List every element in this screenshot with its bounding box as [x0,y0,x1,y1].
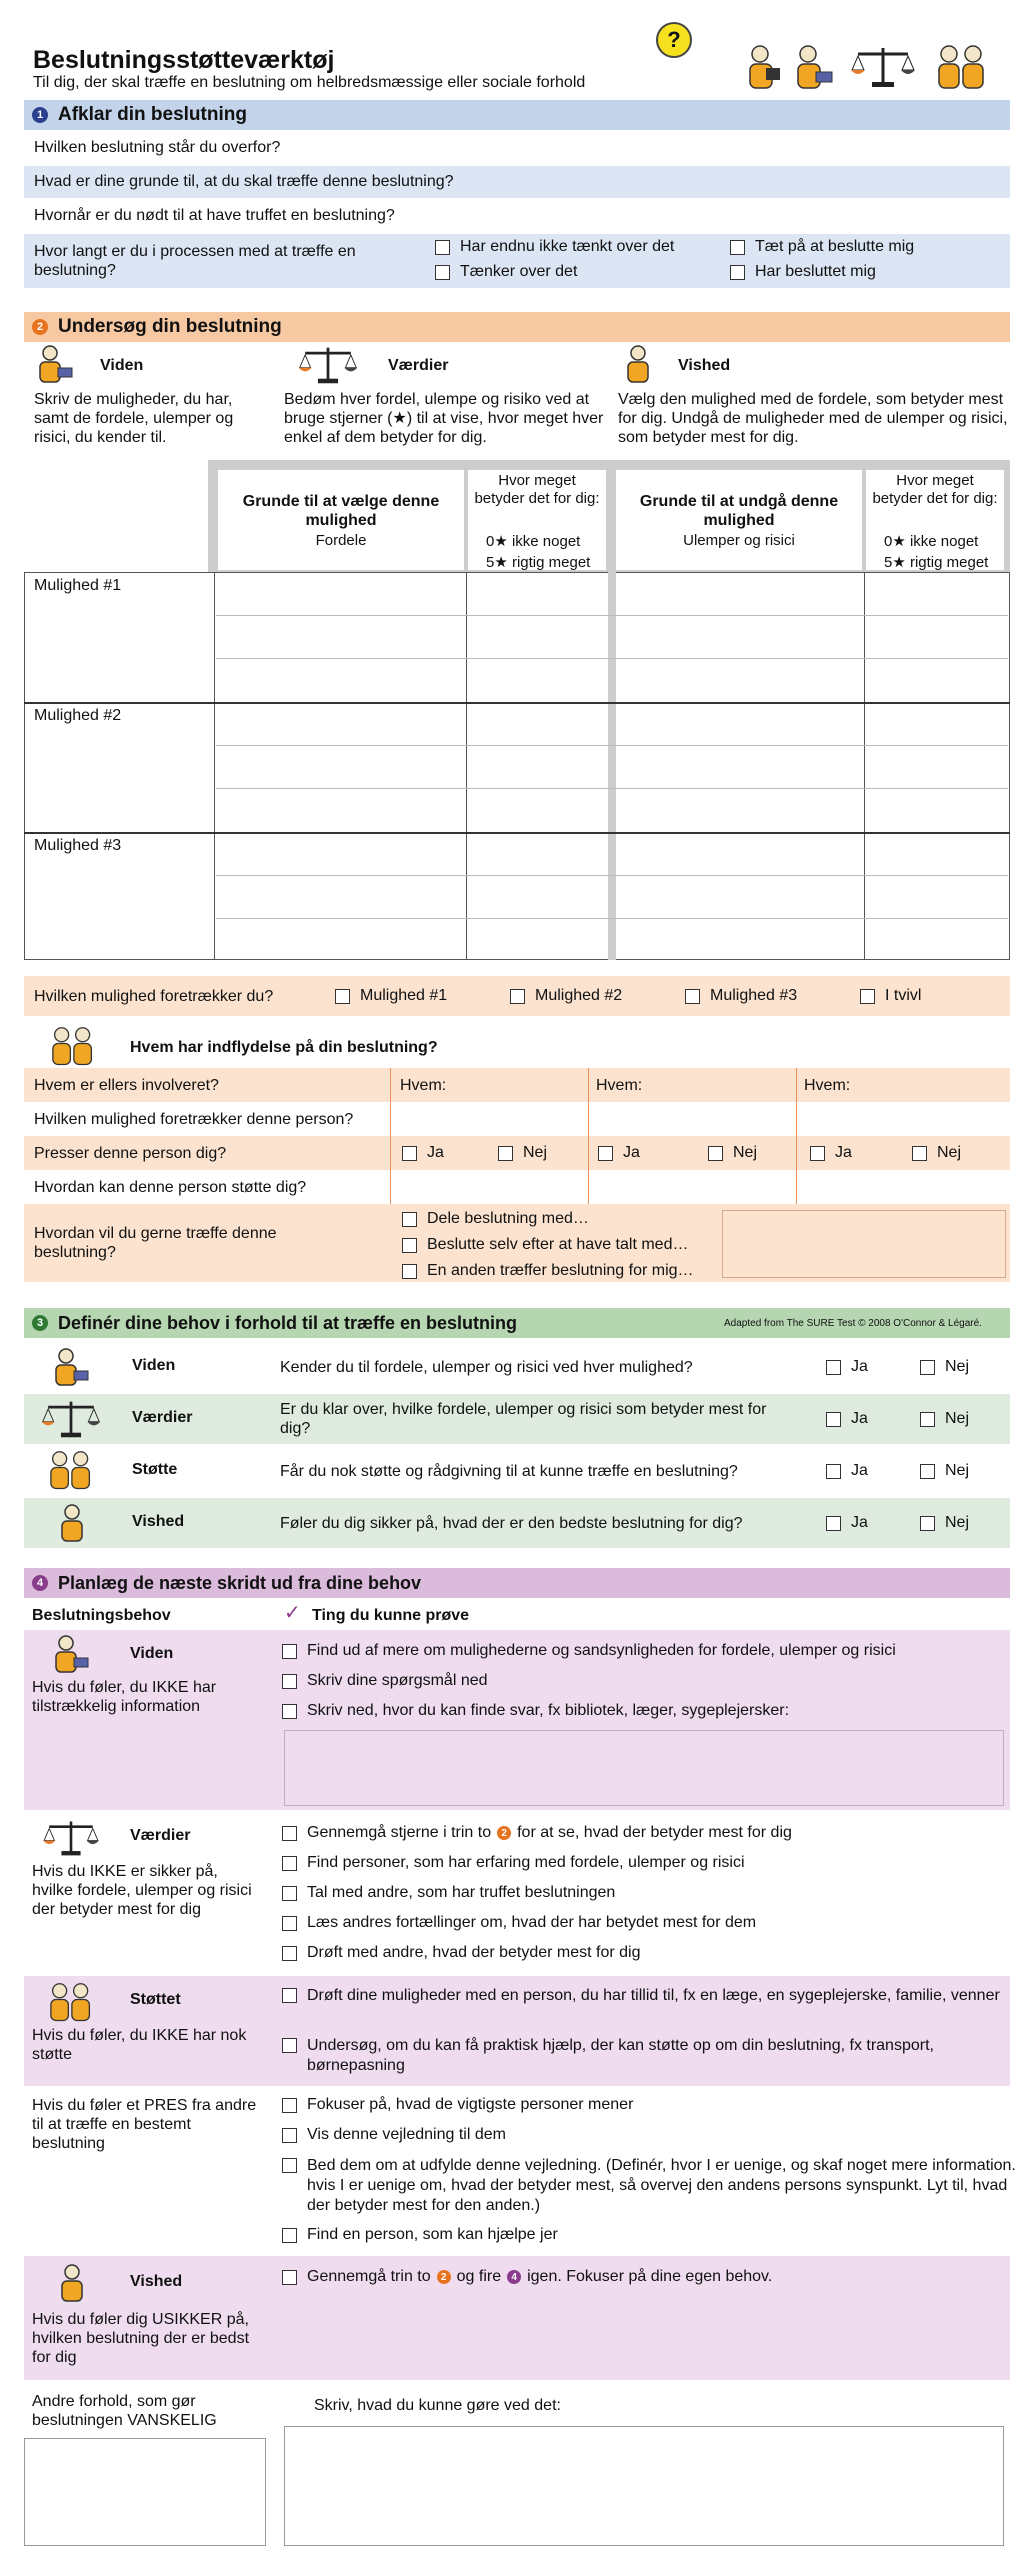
s4-pres-text: Hvis du føler et PRES fra andre til at træffe en bestemt beslutning [32,2097,257,2152]
col3-title: Grunde til at undgå denne mulighed [639,493,839,529]
s1-q2-row[interactable] [24,166,1010,198]
andre-notes-box[interactable] [24,2438,266,2546]
s1-q1-label: Hvilken beslutning står du overfor? [34,139,281,156]
hvem-2[interactable]: Hvem: [596,1077,643,1094]
checkbox[interactable] [435,265,450,280]
decide-share[interactable] [402,1210,589,1228]
s4-viden-title: Viden [130,1645,174,1662]
inf-q2: Hvilken mulighed foretrækker denne person? [34,1111,354,1128]
pres-nej-1[interactable] [498,1144,547,1162]
section-4-header [24,1568,1010,1598]
inf-q3: Presser denne person dig? [34,1145,227,1162]
person-thinking-icon [56,1502,90,1544]
step-4-badge: 4 [507,2270,521,2284]
table-body [24,572,1010,960]
table-gap-col [608,572,616,960]
option-label: Ja [835,1144,852,1161]
checkbox[interactable] [730,240,745,255]
s3-vaerdier-q: Er du klar over, hvilke fordele, ulemper og risici som betyder mest for dig? [280,1401,767,1437]
checkbox[interactable] [282,2270,297,2285]
option-label: Mulighed #2 [535,987,623,1004]
item-label: Læs andres fortællinger om, hvad der har betydet mest for dem [307,1914,757,1931]
option-not-thought[interactable] [435,238,674,256]
s4-col2-header: Ting du kunne prøve [312,1607,470,1624]
checkbox[interactable] [282,1886,297,1901]
checkbox[interactable] [282,1856,297,1871]
checkbox[interactable] [708,1146,723,1161]
stoette-item-2[interactable] [282,2036,1017,2076]
checkbox[interactable] [498,1146,513,1161]
two-people-icon [46,1026,100,1068]
item-label: Vis denne vejledning til dem [307,2126,506,2143]
checkbox[interactable] [920,1412,935,1427]
option-label: Ja [851,1358,868,1375]
decide-notes-box[interactable] [722,1210,1006,1278]
person-writing-icon [34,344,78,384]
pres-ja-1[interactable] [402,1144,444,1162]
checkbox[interactable] [920,1516,935,1531]
s3-stoette-ja[interactable] [826,1462,868,1480]
step-2-badge: 2 [437,2270,451,2284]
item-label: Undersøg, om du kan få praktisk hjælp, der kan støtte op om din beslutning, fx transport, børnepasning [307,2037,934,2074]
option-label: Tæt på at beslutte mig [755,238,915,255]
prefer-option-2[interactable] [510,987,622,1005]
option-label: Nej [945,1462,970,1479]
s3-vished-nej[interactable] [920,1514,969,1532]
checkbox[interactable] [810,1146,825,1161]
col1-title: Grunde til at vælge denne mulighed [242,493,440,529]
checkbox[interactable] [282,2038,297,2053]
prefer-option-3[interactable] [685,987,797,1005]
pres-item-3[interactable] [282,2156,1017,2216]
option-close-to-decide[interactable] [730,238,914,256]
s3-stoette-label: Støtte [132,1461,178,1478]
help-icon-glyph: ? [667,27,681,52]
option-label: Mulighed #3 [710,987,798,1004]
option-label: Tænker over det [460,263,578,280]
vaerdier-text: Bedøm hver fordel, ulempe og risiko ved at bruge stjerner (★) til at vise, hvor meget hver enkel af dem betyder for dig. [284,391,604,446]
option-label: Ja [851,1462,868,1479]
step-2-badge: 2 [32,319,48,335]
check-icon: ✓ [284,1602,301,1624]
checkbox[interactable] [912,1146,927,1161]
option-label: Beslutte selv efter at have talt med… [427,1236,689,1253]
item-label: Find ud af mere om mulighederne og sandsynligheden for fordele, ulemper og risici [307,1642,896,1659]
option-label: Nej [945,1410,970,1427]
item-label: for at se, hvad der betyder mest for dig [517,1824,792,1841]
checkbox[interactable] [860,989,875,1004]
checkbox[interactable] [282,1946,297,1961]
item-label: Find en person, som kan hjælpe jer [307,2226,558,2243]
inf-q5: Hvordan vil du gerne træffe denne beslutning? [34,1225,277,1261]
option-label: Nej [523,1144,548,1161]
vaerdier-item-5[interactable] [282,1944,640,1962]
row-divider [24,832,1010,834]
stoette-item-1[interactable] [282,1986,1007,2006]
checkbox[interactable] [920,1360,935,1375]
option-label: Ja [851,1410,868,1427]
pres-item-4[interactable] [282,2226,558,2244]
hvem-1[interactable]: Hvem: [400,1077,447,1094]
checkbox[interactable] [282,1826,297,1841]
row-divider [24,702,1010,704]
influence-title: Hvem har indflydelse på din beslutning? [130,1039,438,1056]
inf-q1: Hvem er ellers involveret? [34,1077,219,1094]
vaerdier-item-2[interactable] [282,1854,745,1872]
viden-title: Viden [100,357,144,374]
two-people-icon [46,1982,96,2024]
checkbox[interactable] [730,265,745,280]
s4-vished-text: Hvis du føler dig USIKKER på, hvilken beslutning der er bedst for dig [32,2311,250,2366]
scales-icon [296,344,360,386]
checkbox[interactable] [335,989,350,1004]
option-thinking[interactable] [435,263,577,281]
vaerdier-item-4[interactable] [282,1914,756,1932]
checkbox[interactable] [282,1916,297,1931]
checkbox[interactable] [402,1212,417,1227]
s1-q3-row[interactable] [24,200,1010,232]
s3-stoette-q: Får du nok støtte og rådgivning til at kunne træffe en beslutning? [280,1463,738,1480]
option-label: Har endnu ikke tænkt over det [460,238,675,255]
section-2-header [24,312,1010,342]
vished-text: Vælg den mulighed med de fordele, som betyder mest for dig. Undgå de muligheder med de ulemper og risici, som betyder mest for dig. [618,391,1008,446]
checkbox[interactable] [282,1644,297,1659]
item-label: Drøft dine muligheder med en person, du har tillid til, fx en læge, en sygeplejerske, familie, venner [307,1987,1000,2004]
step-1-badge: 1 [32,107,48,123]
prefer-option-1[interactable] [335,987,447,1005]
step-2-badge: 2 [497,1826,511,1840]
two-people-icon [935,44,989,92]
s3-vished-q: Føler du dig sikker på, hvad der er den bedste beslutning for dig? [280,1515,743,1532]
person-thinking-icon [622,344,656,384]
inf-q4: Hvordan kan denne person støtte dig? [34,1179,307,1196]
s4-stoette-title: Støttet [130,1991,181,2008]
s3-vished-ja[interactable] [826,1514,868,1532]
option-label: Ja [427,1144,444,1161]
option-label: Ja [851,1514,868,1531]
mulighed-1-label: Mulighed #1 [34,577,122,594]
inf-vline [588,1068,589,1204]
option-label: Nej [945,1514,970,1531]
pres-ja-3[interactable] [810,1144,852,1162]
section-3-title: Definér dine behov i forhold til at træffe en beslutning [58,1312,518,1333]
step-3-badge: 3 [32,1315,48,1331]
prefer-option-unsure[interactable] [860,987,921,1005]
s3-stoette-nej[interactable] [920,1462,969,1480]
checkbox[interactable] [282,1988,297,2003]
item-label: Skriv dine spørgsmål ned [307,1672,488,1689]
inf-vline [796,1068,797,1204]
s3-vaerdier-ja[interactable] [826,1410,868,1428]
two-people-icon [46,1450,96,1492]
option-label: En anden træffer beslutning for mig… [427,1262,694,1279]
option-label: Nej [945,1358,970,1375]
checkbox[interactable] [402,1264,417,1279]
page-title: Beslutningsstøtteværktøj [33,46,335,74]
item-label: Find personer, som har erfaring med fordele, ulemper og risici [307,1854,745,1871]
item-label: Bed dem om at udfylde denne vejledning. (Definér, hvor I er uenige, og skaf noget mere information. hvis I er uenige om, hvad der betyder mest, så overvej den andens persons synspunkt. Lyt til, hvad der betyder mest for den anden.) [307,2157,1016,2214]
person-writing-icon [50,1346,94,1388]
s4-write-text: Skriv, hvad du kunne gøre ved det: [314,2397,561,2414]
checkbox[interactable] [282,2228,297,2243]
option-label: I tvivl [885,987,922,1004]
s3-viden-q: Kender du til fordele, ulemper og risici ved hver mulighed? [280,1359,693,1376]
s4-vished-title: Vished [130,2273,183,2290]
col4-title: Hvor meget betyder det for dig: [872,472,998,507]
s4-vaerdier-text: Hvis du IKKE er sikker på, hvilke fordele, ulemper og risici der betyder mest for dig [32,1863,252,1918]
s1-q1-row[interactable] [24,132,1010,164]
checkbox[interactable] [282,2128,297,2143]
checkbox[interactable] [510,989,525,1004]
page-subtitle: Til dig, der skal træffe en beslutning om helbredsmæssige eller sociale forhold [33,74,586,91]
checkbox[interactable] [598,1146,613,1161]
scales-icon [850,44,916,90]
scale-0: 0★ ikke noget [884,533,979,550]
person-writing-icon [50,1634,94,1674]
checkbox[interactable] [282,2098,297,2113]
item-label: igen. Fokuser på dine egen behov. [527,2268,773,2285]
option-label: Ja [623,1144,640,1161]
checkbox[interactable] [282,1674,297,1689]
decide-other[interactable] [402,1262,694,1280]
vished-item-1[interactable] [282,2268,772,2286]
sure-credit: Adapted from The SURE Test © 2008 O'Connor & Légaré. [724,1318,982,1329]
vaerdier-item-1[interactable] [282,1824,792,1842]
s4-vaerdier-title: Værdier [130,1827,191,1844]
s1-q4-label: Hvor langt er du i processen med at træffe en beslutning? [34,243,356,279]
vished-title: Vished [678,357,731,374]
checkbox[interactable] [826,1412,841,1427]
pres-item-2[interactable] [282,2126,506,2144]
pres-nej-2[interactable] [708,1144,757,1162]
scale-5: 5★ rigtig meget [486,554,591,571]
checkbox[interactable] [826,1464,841,1479]
scales-icon [40,1398,102,1440]
item-label: Gennemgå trin to [307,2268,431,2285]
section-1-header [24,100,1010,130]
decide-self[interactable] [402,1236,688,1254]
table-vline [214,572,215,960]
scale-5: 5★ rigtig meget [884,554,989,571]
s3-vaerdier-label: Værdier [132,1409,193,1426]
option-label: Nej [937,1144,962,1161]
item-label: og fire [456,2268,502,2285]
vaerdier-title: Værdier [388,357,449,374]
pres-ja-2[interactable] [598,1144,640,1162]
checkbox[interactable] [282,1704,297,1719]
s1-q2-label: Hvad er dine grunde til, at du skal træffe denne beslutning? [34,173,454,190]
scale-0: 0★ ikke noget [486,533,581,550]
viden-item-2[interactable] [282,1672,488,1690]
checkbox[interactable] [826,1360,841,1375]
help-icon[interactable] [656,22,692,58]
write-notes-box[interactable] [284,2426,1004,2546]
item-label: Skriv ned, hvor du kan finde svar, fx bibliotek, læger, sygeplejersker: [307,1702,790,1719]
preference-question: Hvilken mulighed foretrækker du? [34,988,274,1005]
checkbox[interactable] [282,2158,297,2173]
mulighed-3-label: Mulighed #3 [34,837,122,854]
s1-q3-label: Hvornår er du nødt til at have truffet en beslutning? [34,207,395,224]
option-label: Mulighed #1 [360,987,448,1004]
s4-viden-text: Hvis du føler, du IKKE har tilstrækkelig information [32,1679,217,1715]
viden-notes-box[interactable] [284,1730,1004,1806]
step-4-badge: 4 [32,1575,48,1591]
item-label: Gennemgå stjerne i trin to [307,1824,492,1841]
section-2-title: Undersøg din beslutning [58,316,282,337]
item-label: Tal med andre, som har truffet beslutningen [307,1884,616,1901]
person-writing-icon [790,44,836,92]
hvem-3[interactable]: Hvem: [804,1077,851,1094]
section-1-title: Afklar din beslutning [58,104,247,125]
checkbox[interactable] [435,240,450,255]
option-label: Dele beslutning med… [427,1210,589,1227]
person-reading-icon [742,44,784,92]
col2-title: Hvor meget betyder det for dig: [474,472,600,507]
col1-sub: Fordele [315,532,367,549]
s3-vished-label: Vished [132,1513,185,1530]
checkbox[interactable] [685,989,700,1004]
checkbox[interactable] [402,1238,417,1253]
item-label: Fokuser på, hvad de vigtigste personer mener [307,2096,634,2113]
vaerdier-item-3[interactable] [282,1884,615,1902]
item-label: Drøft med andre, hvad der betyder mest for dig [307,1944,641,1961]
person-thinking-icon [56,2262,90,2304]
checkbox[interactable] [920,1464,935,1479]
scales-icon [40,1818,102,1858]
viden-item-1[interactable] [282,1642,896,1660]
table-vline [466,572,467,960]
inf-vline [390,1068,391,1204]
option-label: Nej [733,1144,758,1161]
s3-viden-label: Viden [132,1357,176,1374]
section-4-title: Planlæg de næste skridt ud fra dine behov [58,1572,422,1593]
viden-text: Skriv de muligheder, du har, samt de fordele, ulemper og risici, du kender til. [34,391,234,446]
s4-col1-header: Beslutningsbehov [32,1607,171,1624]
pres-item-1[interactable] [282,2096,633,2114]
s3-viden-nej[interactable] [920,1358,969,1376]
option-decided[interactable] [730,263,876,281]
s3-vaerdier-nej[interactable] [920,1410,969,1428]
s4-andre-text: Andre forhold, som gør beslutningen VANSKELIG [32,2393,217,2429]
col3-sub: Ulemper og risici [683,532,795,549]
checkbox[interactable] [402,1146,417,1161]
option-label: Har besluttet mig [755,263,876,280]
s4-stoette-text: Hvis du føler, du IKKE har nok støtte [32,2027,247,2063]
viden-item-3[interactable] [282,1702,789,1720]
table-vline [864,572,865,960]
checkbox[interactable] [826,1516,841,1531]
pres-nej-3[interactable] [912,1144,961,1162]
s3-viden-ja[interactable] [826,1358,868,1376]
mulighed-2-label: Mulighed #2 [34,707,122,724]
